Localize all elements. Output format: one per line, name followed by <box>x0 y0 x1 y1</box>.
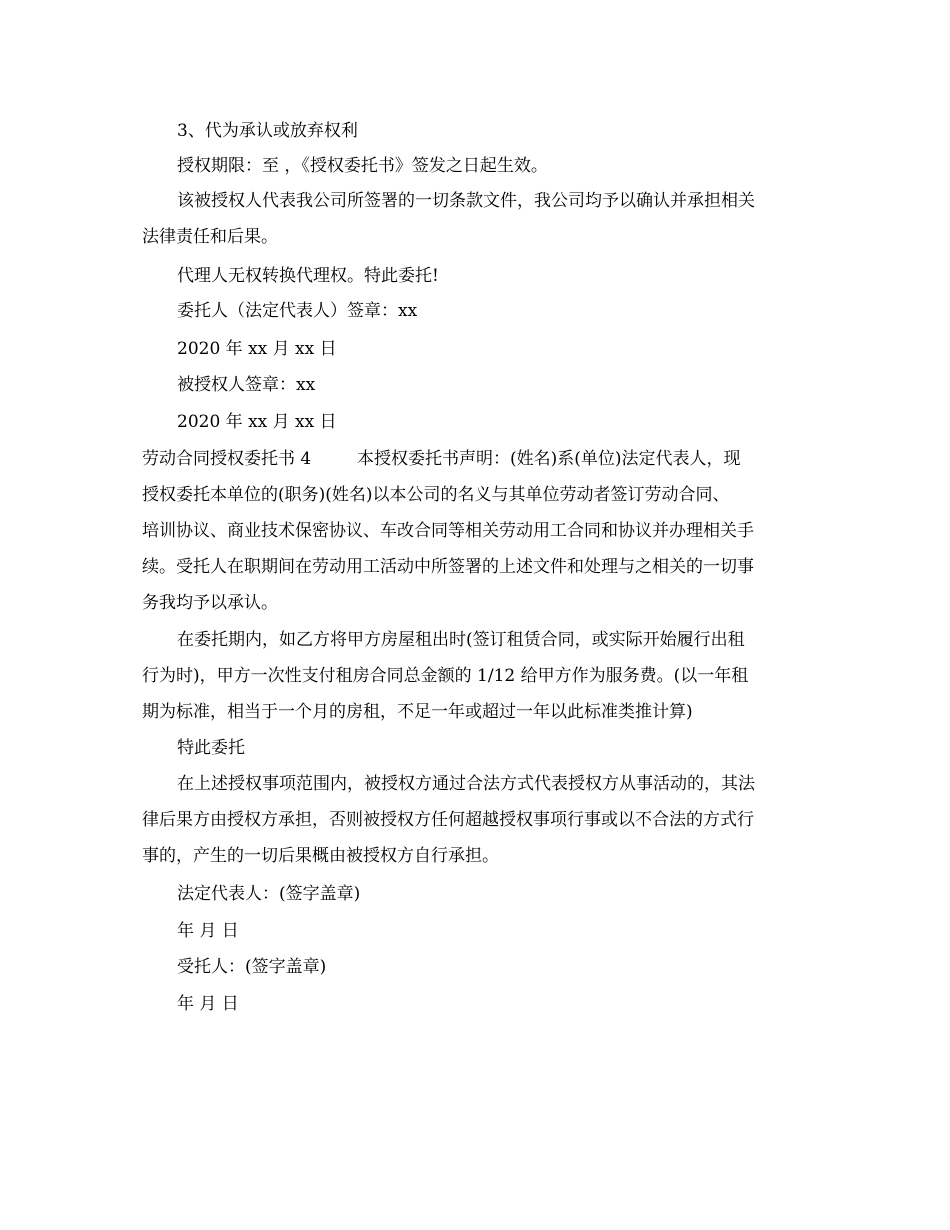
paragraph-line: 务我均予以承认。 <box>142 593 278 613</box>
no-transfer-clause: 代理人无权转换代理权。特此委托! <box>177 266 439 286</box>
legal-representative-signature: 法定代表人：(签字盖章) <box>177 884 361 904</box>
paragraph-line: 该被授权人代表我公司所签署的一切条款文件，我公司均予以确认并承担相关 <box>177 191 755 211</box>
paragraph-line: 法律责任和后果。 <box>142 227 278 247</box>
paragraph-line: 行为时)，甲方一次性支付租房合同总金额的 1/12 给甲方作为服务费。(以一年租 <box>142 666 749 686</box>
date-line: 2020 年 xx 月 xx 日 <box>177 412 337 432</box>
paragraph-line: 授权委托本单位的(职务)(姓名)以本公司的名义与其单位劳动者签订劳动合同、 <box>142 485 730 505</box>
paragraph-line: 期为标准，相当于一个月的房租，不足一年或超过一年以此标准类推计算) <box>142 702 693 722</box>
date-line: 年 月 日 <box>177 921 239 941</box>
paragraph-line: 在上述授权事项范围内，被授权方通过合法方式代表授权方从事活动的，其法 <box>177 774 755 794</box>
paragraph-line: 续。受托人在职期间在劳动用工活动中所签署的上述文件和处理与之相关的一切事 <box>142 557 754 577</box>
authorization-period: 授权期限：至 ，《授权委托书》签发之日起生效。 <box>177 156 548 176</box>
paragraph-line: 本授权委托书声明：(姓名)系(单位)法定代表人，现 <box>357 449 741 469</box>
date-line: 年 月 日 <box>177 994 239 1014</box>
paragraph-line: 事的，产生的一切后果概由被授权方自行承担。 <box>142 846 499 866</box>
paragraph-line: 培训协议、商业技术保密协议、车改合同等相关劳动用工合同和协议并办理相关手 <box>142 521 754 541</box>
section-heading-line <box>142 448 822 470</box>
section-heading: 劳动合同授权委托书 4 <box>142 449 312 469</box>
list-item-waive-rights: 3、代为承认或放弃权利 <box>177 121 358 141</box>
date-line: 2020 年 xx 月 xx 日 <box>177 339 337 359</box>
paragraph-line: 律后果方由授权方承担，否则被授权方任何超越授权事项行事或以不合法的方式行 <box>142 810 754 830</box>
trustee-signature: 受托人：(签字盖章) <box>177 957 327 977</box>
agent-signature: 被授权人签章：xx <box>177 375 316 395</box>
paragraph-line: 在委托期内，如乙方将甲方房屋租出时(签订租赁合同，或实际开始履行出租 <box>177 630 745 650</box>
principal-signature: 委托人（法定代表人）签章：xx <box>177 301 418 321</box>
special-entrustment: 特此委托 <box>177 738 245 758</box>
